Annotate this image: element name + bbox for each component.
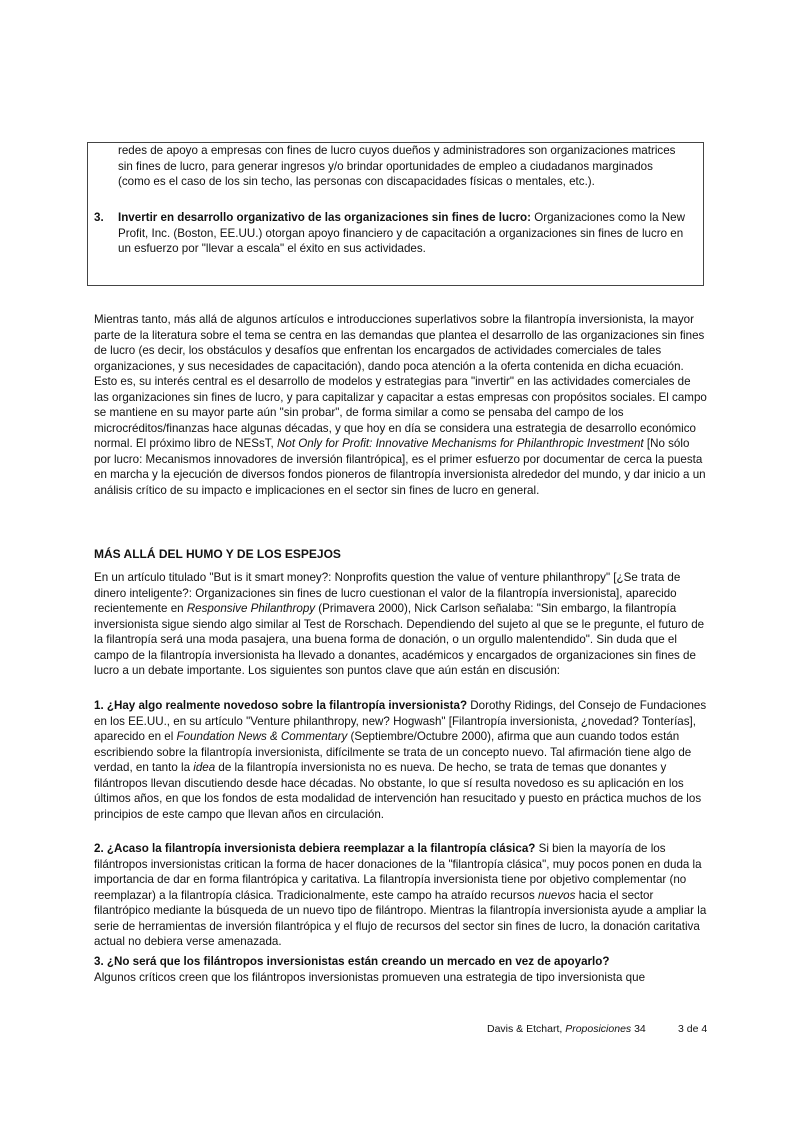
question-1-idea: idea (193, 761, 216, 774)
question-2-text-a: Si bien la mayoría de los filántropos inversionistas critican la forma de hacer donaciones de la "filantropía clásica", muy pocos ponen en duda la importancia de dar en forma filantrópica y caritativa. La filantropía inversionista tiene por objetivo complementar (no reemplazar) a la filantropía clásica. Tradicionalmente, este campo ha atraído recursos (94, 842, 702, 902)
question-2-text-b: hacia el sector filantrópico mediante la búsqueda de un nuevo tipo de filántropo. Mientras la filantropía inversionista ayude a ampliar la serie de herramientas de inversión filantrópica y el flujo de recursos del sector sin fines de lucro, la donación caritativa actual no debiera verse amenazada. (94, 888, 707, 948)
question-3 (94, 954, 708, 985)
question-1-text-c: de la filantropía inversionista no es nueva. De hecho, se trata de temas que donantes y filántropos llevan discutiendo desde hace décadas. No obstante, lo que sí resulta novedoso es su aplicación en los últimos años, en que los fondos de esta modalidad de intervención han resucitado y puesto en práctica muchos de los principios de este campo que llevan años en circulación. (94, 761, 702, 821)
question-1 (94, 698, 708, 822)
page-number: 3 de 4 (678, 1023, 708, 1035)
intro-text-2: [No sólo por lucro: Mecanismos innovadores de inversión filantrópica], es el primer esfuerzo por documentar de cerca la puesta en marcha y la ejecución de diversos fondos pioneros de filantropía inversionista alrededor del mundo, y dar inicio a un análisis crítico de su impacto e implicaciones en el sector sin fines de lucro en general. (94, 437, 706, 497)
question-1-text-b: (Septiembre/Octubre 2000), afirma que aun cuando todos están escribiendo sobre la filantropía inversionista, difícilmente se trata de un concepto nuevo. Tal afirmación tiene algo de verdad, en tanto la (94, 730, 692, 774)
question-3-text: Algunos críticos creen que los filántropos inversionistas promueven una estrategia de tipo inversionista que (94, 970, 646, 984)
intro-paragraph (94, 312, 708, 498)
publication-name: Responsive Philanthropy (186, 602, 316, 615)
section-heading: MÁS ALLÁ DEL HUMO Y DE LOS ESPEJOS (94, 547, 341, 561)
footer-publication: Proposiciones (565, 1023, 632, 1035)
question-2-nuevos: nuevos (538, 888, 576, 902)
question-1-text-a: Dorothy Ridings, del Consejo de Fundaciones en los EE.UU., en su artículo "Venture philanthropy, new? Hogwash" [Filantropía inversionista, ¿novedad? Tonterías], aparecido en el (94, 699, 707, 743)
item-text: Organizaciones como la New Profit, Inc. (Boston, EE.UU.) otorgan apoyo financiero y de capacitación a organizaciones sin fines de lucro en un esfuerzo por "llevar a escala" el éxito en sus actividades. (118, 211, 685, 255)
question-1-publication: Foundation News & Commentary (176, 730, 348, 743)
question-1-title: 1. ¿Hay algo realmente novedoso sobre la filantropía inversionista? (94, 699, 468, 712)
box-item-3 (94, 210, 694, 257)
box-continuation-text (118, 143, 688, 190)
section-text-a: En un artículo titulado "But is it smart money?: Nonprofits question the value of venture philanthropy" [¿Se trata de dinero inteligente?: Organizaciones sin fines de lucro cuestionan el valor de la filantropía inversionista], aparecido recientemente en (94, 571, 681, 615)
box-continuation-paragraph: redes de apoyo a empresas con fines de lucro cuyos dueños y administradores son organizaciones matrices sin fines de lucro, para generar ingresos y/o brindar oportunidades de empleo a ciudadanos marginados (como es el caso de los sin techo, las personas con discapacidades físicas o mentales, etc.). (118, 144, 676, 188)
item-body (118, 210, 694, 257)
book-title: Not Only for Profit: Innovative Mechanisms for Philanthropic Investment (277, 437, 644, 450)
question-3-title: 3. ¿No será que los filántropos inversionistas están creando un mercado en vez de apoyarlo? (94, 955, 610, 968)
question-2-title: 2. ¿Acaso la filantropía inversionista debiera reemplazar a la filantropía clásica? (94, 842, 536, 855)
footer-authors: Davis & Etchart, (487, 1023, 566, 1035)
question-2 (94, 841, 708, 950)
item-number: 3. (94, 211, 104, 224)
item-title: Invertir en desarrollo organizativo de las organizaciones sin fines de lucro: (118, 211, 531, 224)
footer-issue: 34 (631, 1023, 646, 1035)
section-text-b: (Primavera 2000), Nick Carlson señalaba: "Sin embargo, la filantropía inversionista sigue siendo algo similar al Test de Rorschach. Dependiendo del sujeto al que se le pregunte, el futuro de la filantropía será una moda pasajera, una buena forma de donación, o un orgullo malentendido". Sin duda que el campo de la filantropía inversionista ha llevado a donantes, académicos y encargados de organizaciones sin fines de lucro a un debate importante. Los siguientes son puntos clave que aún están en discusión: (94, 602, 705, 677)
footer-citation (487, 1023, 646, 1035)
intro-text-1: Mientras tanto, más allá de algunos artículos e introducciones superlativos sobre la filantropía inversionista, la mayor parte de la literatura sobre el tema se centra en las demandas que plantea el desarrollo de las organizaciones sin fines de lucro (es decir, los obstáculos y desafíos que enfrentan los encargados de actividades comerciales de tales organizaciones, y sus necesidades de capacitación), dando poca atención a la oferta contenida en dicha ecuación. Esto es, su interés central es el desarrollo de modelos y estrategias para "invertir" en las actividades comerciales de las organizaciones sin fines de lucro, y para capitalizar y capacitar a estas empresas con propósitos sociales. El campo se mantiene en su mayor parte aún "sin probar", de forma similar a como se pensaba del campo de los microcréditos/finanzas hace algunas décadas, y que hoy en día se considera una estrategia de desarrollo económico normal. El próximo libro de NESsT, (94, 313, 707, 450)
section-paragraph (94, 570, 708, 679)
